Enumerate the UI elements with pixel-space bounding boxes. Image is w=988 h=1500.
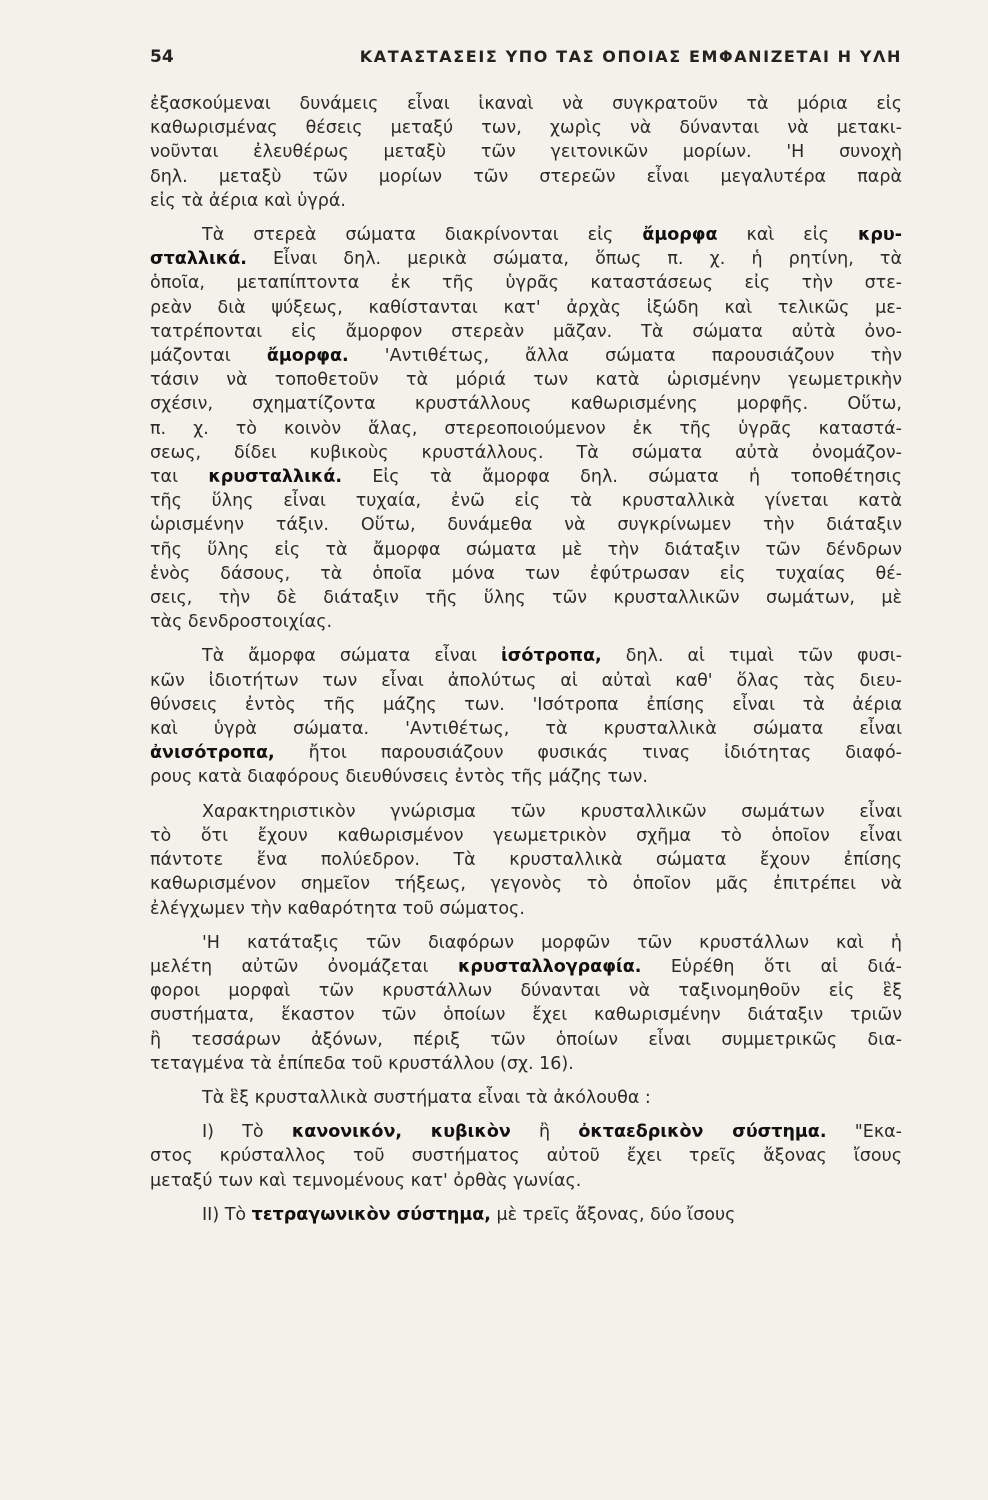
text-line: 'Η κατάταξις τῶν διαφόρων μορφῶν τῶν κρυστάλλων καὶ ἡ <box>202 932 902 953</box>
text-line: καθωρισμένας θέσεις μεταξύ των, χωρὶς νὰ δύνανται νὰ μετακι- <box>150 118 902 139</box>
paragraph-gap <box>150 1076 902 1086</box>
page-number: 54 <box>150 47 174 67</box>
paragraph <box>150 644 902 789</box>
text-line: ἢ τεσσάρων ἀξόνων, πέριξ τῶν ὁποίων εἶναι συμμετρικῶς δια- <box>150 1029 902 1050</box>
text-line: τάσιν νὰ τοποθετοῦν τὰ μόριά των κατὰ ὡρισμένην γεωμετρικὴν <box>150 370 902 391</box>
text-line: ρεὰν διὰ ψύξεως, καθίστανται κατ' ἀρχὰς ἰξώδη καὶ τελικῶς με- <box>150 297 902 318</box>
page-header <box>150 45 902 75</box>
text-line: καὶ ὑγρὰ σώματα. 'Αντιθέτως, τὰ κρυσταλλικὰ σώματα εἶναι <box>150 719 902 740</box>
text-line: σεις, τὴν δὲ διάταξιν τῆς ὕλης τῶν κρυσταλλικῶν σωμάτων, μὲ <box>150 588 902 609</box>
text-line: Χαρακτηριστικὸν γνώρισμα τῶν κρυσταλλικῶν σωμάτων εἶναι <box>202 801 902 822</box>
bold-term: κρυ- <box>857 225 902 246</box>
text-line: θύνσεις ἐντὸς τῆς μάζης των. 'Ισότροπα ἐπίσης εἶναι τὰ ἀέρια <box>150 694 902 715</box>
text-line: ἐξασκούμεναι δυνάμεις εἶναι ἱκαναὶ νὰ συγκρατοῦν τὰ μόρια εἰς <box>150 94 902 114</box>
text-line: ὡρισμένην τάξιν. Οὕτω, δυνάμεθα νὰ συγκρίνωμεν τὴν διάταξιν <box>150 515 902 536</box>
paragraph-gap <box>150 634 902 644</box>
paragraph-gap <box>150 1110 902 1120</box>
text-line: ἐλέγχωμεν τὴν καθαρότητα τοῦ σώματος. <box>150 898 525 919</box>
text-line: μεταξύ των καὶ τεμνομένους κατ' ὀρθὰς γωνίας. <box>150 1170 582 1191</box>
paragraph <box>150 1086 902 1110</box>
text-line: π. χ. τὸ κοινὸν ἅλας, στερεοποιούμενον ἐκ τῆς ὑγρᾶς καταστά- <box>150 418 902 439</box>
bold-term: κρυσταλλικά. <box>208 467 342 488</box>
text-line: μελέτη αὐτῶν ὀνομάζεται κρυσταλλογραφία. Εὑρέθη ὅτι αἱ διά- <box>150 956 902 977</box>
paragraph-gap <box>150 790 902 800</box>
text-line: πάντοτε ἕνα πολύεδρον. Τὰ κρυσταλλικὰ σώματα ἔχουν ἐπίσης <box>150 850 902 871</box>
text-line: τὸ ὅτι ἔχουν καθωρισμένον γεωμετρικὸν σχῆμα τὸ ὁποῖον εἶναι <box>150 825 902 846</box>
paragraph <box>150 800 902 921</box>
bold-term: τετραγωνικὸν σύστημα, <box>251 1204 491 1225</box>
text-line: τῆς ὕλης εἰς τὰ ἄμορφα σώματα μὲ τὴν διάταξιν τῶν δένδρων <box>150 539 902 560</box>
paragraph-gap <box>150 1193 902 1203</box>
paragraph-gap <box>150 213 902 223</box>
body-text <box>150 92 902 1227</box>
text-line: κῶν ἰδιοτήτων των εἶναι ἀπολύτως αἱ αὐταὶ καθ' ὅλας τὰς διευ- <box>150 670 902 691</box>
text-line: ται κρυσταλλικά. Εἰς τὰ ἄμορφα δηλ. σώματα ἡ τοποθέτησις <box>150 467 903 488</box>
text-line: καθωρισμένον σημεῖον τήξεως, γεγονὸς τὸ ὁποῖον μᾶς ἐπιτρέπει νὰ <box>150 874 902 895</box>
text-line: νοῦνται ἐλευθέρως μεταξὺ τῶν γειτονικῶν μορίων. 'Η συνοχὴ <box>150 142 902 163</box>
text-line: τεταγμένα τὰ ἐπίπεδα τοῦ κρυστάλλου (σχ. 16). <box>150 1053 574 1074</box>
text-line: ρους κατὰ διαφόρους διευθύνσεις ἐντὸς τῆς μάζης των. <box>150 767 648 788</box>
text-line: μάζονται ἄμορφα. 'Αντιθέτως, ἄλλα σώματα παρουσιάζουν τὴν <box>150 346 902 367</box>
paragraph <box>150 223 902 634</box>
text-line: σεως, δίδει κυβικοὺς κρυστάλλους. Τὰ σώματα αὐτὰ ὀνομάζον- <box>150 442 902 463</box>
text-line: ΙΙ) Τὸ τετραγωνικὸν σύστημα, μὲ τρεῖς ἄξονας, δύο ἴσους <box>202 1204 736 1225</box>
running-title: ΚΑΤΑΣΤΑΣΕΙΣ ΥΠΟ ΤΑΣ ΟΠΟΙΑΣ ΕΜΦΑΝΙΖΕΤΑΙ Η ΥΛΗ <box>359 47 902 66</box>
bold-term: ἄμορφα. <box>266 346 349 367</box>
bold-term: κανονικόν, κυβικὸν <box>291 1122 511 1143</box>
text-line: ἑνὸς δάσους, τὰ ὁποῖα μόνα των ἐφύτρωσαν εἰς τυχαίας θέ- <box>150 563 902 584</box>
text-line: Τὰ στερεὰ σώματα διακρίνονται εἰς ἄμορφα καὶ εἰς κρυ- <box>202 225 902 246</box>
bold-term: ἀνισότροπα, <box>150 743 275 764</box>
text-line: σχέσιν, σχηματίζοντα κρυστάλλους καθωρισμένης μορφῆς. Οὕτω, <box>150 394 902 415</box>
text-line: Ι) Τὸ κανονικόν, κυβικὸν ἢ ὀκταεδρικὸν σύστημα. "Εκα- <box>202 1122 902 1143</box>
paragraph <box>150 1203 902 1227</box>
bold-term: σταλλικά. <box>150 249 247 270</box>
text-line: στος κρύσταλλος τοῦ συστήματος αὐτοῦ ἔχει τρεῖς ἄξονας ἴσους <box>150 1146 902 1167</box>
text-line: Τὰ ἄμορφα σώματα εἶναι ἰσότροπα, δηλ. αἱ τιμαὶ τῶν φυσι- <box>202 646 902 667</box>
paragraph <box>150 92 902 213</box>
text-line: τὰς δενδροστοιχίας. <box>150 612 333 633</box>
text-line: συστήματα, ἕκαστον τῶν ὁποίων ἔχει καθωρισμένην διάταξιν τριῶν <box>150 1005 902 1026</box>
paragraph <box>150 1120 902 1193</box>
bold-term: κρυσταλλογραφία. <box>457 956 642 977</box>
paragraph <box>150 931 902 1076</box>
text-line: τατρέπονται εἰς ἄμορφον στερεὰν μᾶζαν. Τὰ σώματα αὐτὰ ὀνο- <box>150 321 902 342</box>
text-line: δηλ. μεταξὺ τῶν μορίων τῶν στερεῶν εἶναι μεγαλυτέρα παρὰ <box>150 166 902 187</box>
text-line: εἰς τὰ ἀέρια καὶ ὑγρά. <box>150 190 346 211</box>
bold-term: ἰσότροπα, <box>500 646 602 667</box>
text-line: φοροι μορφαὶ τῶν κρυστάλλων δύνανται νὰ ταξινομηθοῦν εἰς ἓξ <box>150 981 902 1002</box>
text-line: ὁποῖα, μεταπίπτοντα ἐκ τῆς ὑγρᾶς καταστάσεως εἰς τὴν στε- <box>150 273 902 294</box>
bold-term: ἄμορφα <box>642 225 718 246</box>
text-line: ἀνισότροπα, ἤτοι παρουσιάζουν φυσικάς τινας ἰδιότητας διαφό- <box>150 743 902 764</box>
text-line: σταλλικά. Εἶναι δηλ. μερικὰ σώματα, ὅπως π. χ. ἡ ρητίνη, τὰ <box>150 249 902 270</box>
text-line: Τὰ ἓξ κρυσταλλικὰ συστήματα εἶναι τὰ ἀκόλουθα : <box>202 1087 651 1108</box>
bold-term: ὀκταεδρικὸν σύστημα. <box>578 1122 827 1143</box>
paragraph-gap <box>150 921 902 931</box>
text-line: τῆς ὕλης εἶναι τυχαία, ἐνῶ εἰς τὰ κρυσταλλικὰ γίνεται κατὰ <box>150 491 902 512</box>
